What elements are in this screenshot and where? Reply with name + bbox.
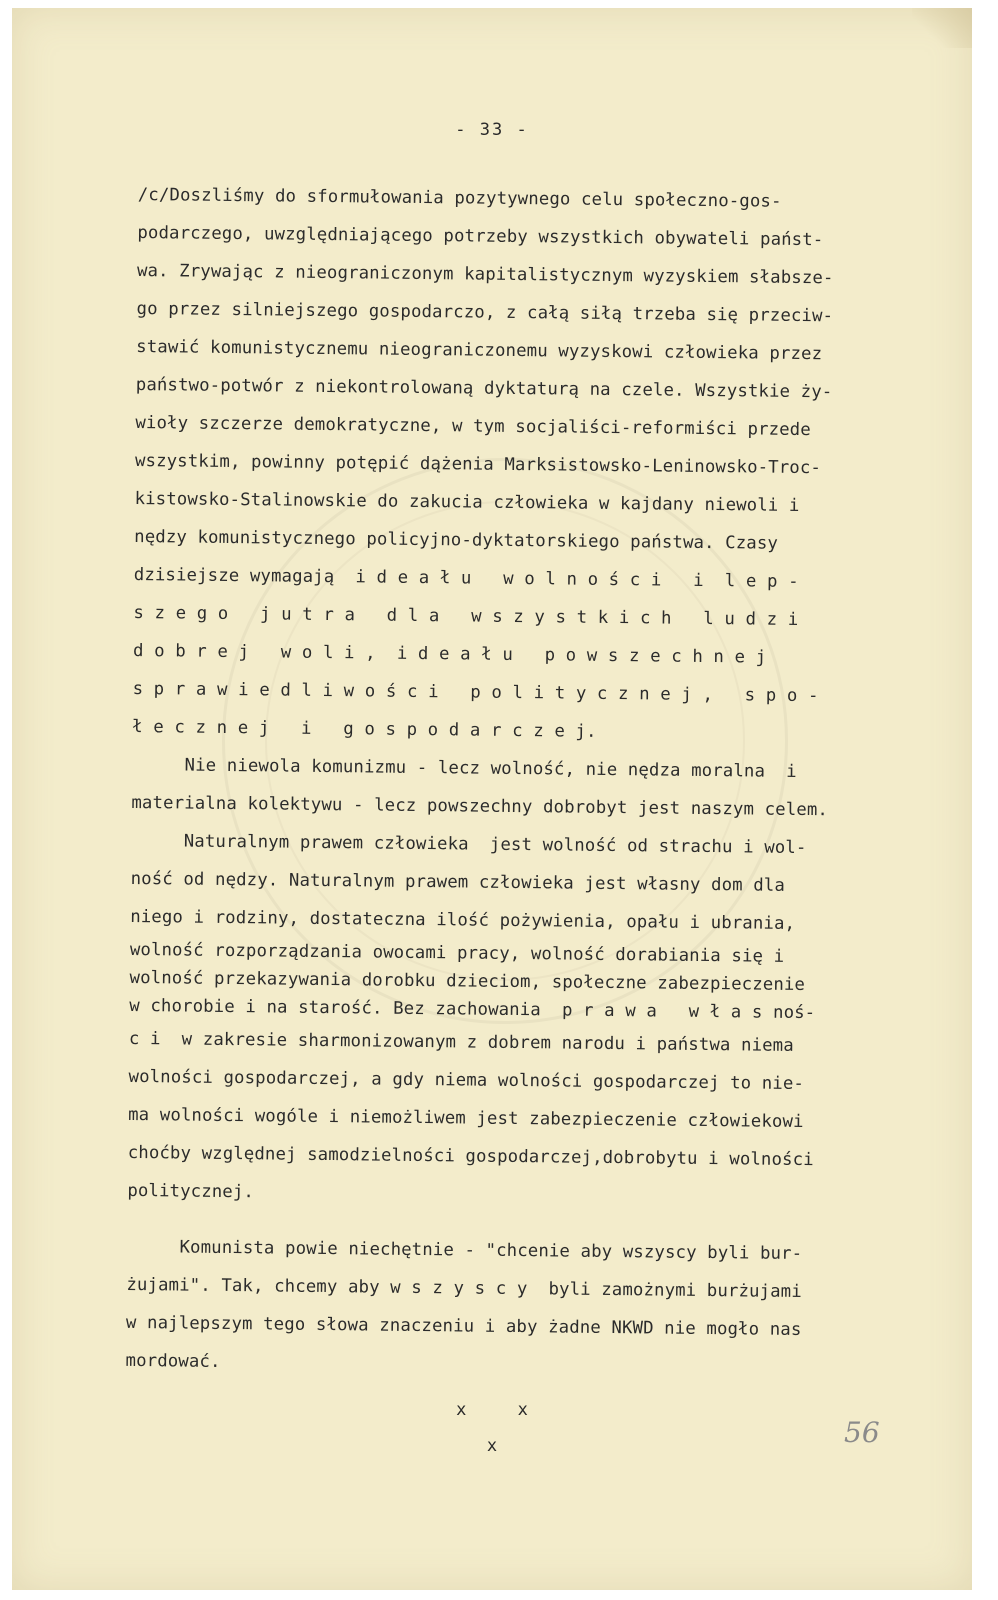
section-separator (12, 1392, 972, 1464)
paragraph-2 (131, 746, 922, 830)
text-line: ł e c z n e j i g o s p o d a r c z e j. (132, 716, 597, 742)
text-line: wolności gospodarczej, a gdy niema wolności gospodarczej to nie- (128, 1066, 805, 1095)
text-line: mordować. (125, 1350, 221, 1372)
text-line: wa. Zrywając z nieograniczonym kapitalistycznym wyzyskiem słabsze- (136, 260, 834, 289)
text-line: dzisiejsze wymagają i d e a ł u w o l n o ś c i i l e p - (133, 564, 799, 592)
text-line: d o b r e j w o l i , i d e a ł u p o w s z e c h n e j (132, 640, 767, 668)
text-line: stawić komunistycznemu nieograniczonemu wyzyskowi człowieka przez (136, 336, 823, 365)
text-line: wolność rozporządzania owocami pracy, wolność dorabiania się i (129, 939, 785, 967)
text-line: nędzy komunistycznego policyjno-dyktatorskiego państwa. Czasy (134, 526, 779, 554)
text-line: Komunista powie niechętnie - "chcenie aby wszyscy byli bur- (126, 1236, 803, 1265)
text-line: politycznej. (127, 1180, 255, 1203)
text-line: ma wolności wogóle i niemożliwem jest zabezpieczenie człowiekowi (128, 1104, 804, 1133)
text-line: s p r a w i e d l i w o ś c i p o l i t y c z n e j , s p o - (132, 678, 819, 707)
text-line: /c/Doszliśmy do sformułowania pozytywnego celu społeczno-gos- (137, 184, 782, 212)
text-line: ność od nędzy. Naturalnym prawem człowieka jest własny dom dla (130, 868, 786, 896)
paragraph-3 (127, 822, 921, 1218)
text-line: żujami". Tak, chcemy aby w s z y s c y byli zamożnymi burżujami (126, 1274, 802, 1303)
text-line: Naturalnym prawem człowieka jest wolność od strachu i wol- (130, 830, 807, 859)
text-line: wszystkim, powinny potępić dążenia Marksistowsko-Leninowsko-Troc- (134, 450, 822, 479)
text-line: podarczego, uwzględniającego potrzeby wszystkich obywateli państ- (137, 222, 824, 251)
separator-row: x x (456, 1400, 528, 1420)
text-line: Nie niewola komunizmu - lecz wolność, nie nędza moralna i (131, 754, 797, 782)
text-line: choćby względnej samodzielności gospodarczej,dobrobytu i wolności (127, 1142, 814, 1171)
document-body (125, 176, 928, 1388)
text-line: w chorobie i na starość. Bez zachowania p r a w a w ł a s noś- (129, 995, 816, 1024)
paragraph-1 (132, 176, 928, 754)
text-line: s z e g o j u t r a d l a w s z y s t k i c h l u d z i (133, 602, 799, 630)
text-line: go przez silniejszego gospodarczo, z całą siłą trzeba się przeciw- (136, 298, 834, 327)
text-line: kistowsko-Stalinowskie do zakucia człowieka w kajdany niewoli i (134, 488, 800, 516)
text-line: wioły szczerze demokratyczne, w tym socjaliści-reformiści przede (135, 412, 811, 441)
text-line: w najlepszym tego słowa znaczeniu i aby żadne NKWD nie mogło nas (125, 1312, 802, 1341)
text-line: wolność przekazywania dorobku dzieciom, społeczne zabezpieczenie (129, 967, 806, 996)
text-line: państwo-potwór z niekontrolowaną dyktaturą na czele. Wszystkie ży- (135, 374, 833, 403)
archive-number-handwritten: 56 (844, 1416, 880, 1449)
separator-row: x (486, 1436, 498, 1456)
text-line: niego i rodziny, dostateczna ilość pożywienia, opału i ubrania, (130, 906, 796, 934)
text-line: c i w zakresie sharmonizowanym z dobrem narodu i państwa niema (128, 1028, 794, 1056)
paragraph-4 (125, 1228, 917, 1388)
text-line: materialna kolektywu - lecz powszechny dobrobyt jest naszym celem. (131, 792, 829, 821)
page-number: - 33 - (455, 120, 529, 140)
typed-page (12, 8, 972, 1590)
